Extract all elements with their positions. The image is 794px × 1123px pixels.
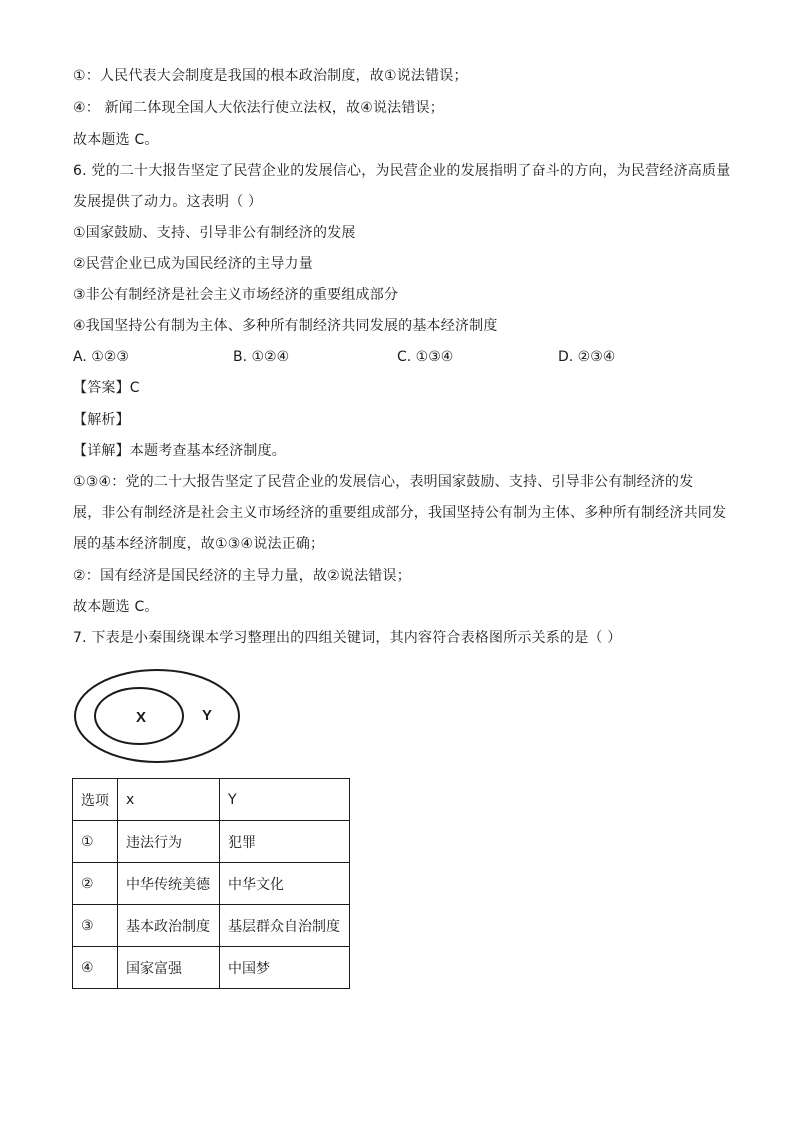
table-cell-option: ② [73, 863, 118, 905]
q6-item-1: ①国家鼓励、支持、引导非公有制经济的发展 [73, 225, 356, 241]
q6-item-4: ④我国坚持公有制为主体、多种所有制经济共同发展的基本经济制度 [73, 318, 498, 334]
prev-explanation-line-2: ④： 新闻二体现全国人大依法行使立法权，故④说法错误； [73, 100, 444, 116]
q6-stem-line-2: 发展提供了动力。这表明（ ） [73, 194, 263, 210]
outer-ellipse-y [75, 670, 239, 762]
table-cell-y: 中国梦 [220, 947, 350, 989]
q6-option-d: D. ②③④ [558, 349, 616, 365]
venn-diagram [73, 668, 243, 764]
table-cell-option: ③ [73, 905, 118, 947]
q6-item-2: ②民营企业已成为国民经济的主导力量 [73, 256, 313, 272]
q7-stem: 7. 下表是小秦围绕课本学习整理出的四组关键词，其内容符合表格图所示关系的是（ ） [73, 630, 622, 646]
q6-explanation-line-3: 展的基本经济制度，故①③④说法正确； [73, 536, 325, 552]
table-cell-x: 国家富强 [118, 947, 220, 989]
prev-conclusion: 故本题选 C。 [73, 132, 159, 148]
q6-detail: 【详解】本题考查基本经济制度。 [73, 443, 286, 459]
table-cell-x: 违法行为 [118, 821, 220, 863]
table-header-cell: x [118, 779, 220, 821]
table-row [73, 947, 350, 989]
q6-conclusion: 故本题选 C。 [73, 599, 159, 615]
q6-option-b: B. ①②④ [233, 349, 290, 365]
table-cell-x: 基本政治制度 [118, 905, 220, 947]
venn-label-y: Y [201, 707, 213, 724]
table-header-cell: Y [220, 779, 350, 821]
table-cell-x: 中华传统美德 [118, 863, 220, 905]
table-cell-option: ④ [73, 947, 118, 989]
table-cell-y: 中华文化 [220, 863, 350, 905]
prev-explanation-line-1: ①：人民代表大会制度是我国的根本政治制度，故①说法错误； [73, 68, 468, 84]
table-cell-option: ① [73, 821, 118, 863]
keyword-table [72, 778, 350, 989]
table-row [73, 863, 350, 905]
q6-item-3: ③非公有制经济是社会主义市场经济的重要组成部分 [73, 287, 399, 303]
table-cell-y: 犯罪 [220, 821, 350, 863]
table-cell-y: 基层群众自治制度 [220, 905, 350, 947]
venn-label-x: X [135, 709, 147, 726]
q6-option-a: A. ①②③ [73, 349, 129, 365]
q6-explanation-line-2: 展，非公有制经济是社会主义市场经济的重要组成部分，我国坚持公有制为主体、多种所有制经济共同发 [73, 505, 727, 521]
q6-answer: 【答案】C [73, 380, 140, 396]
q6-explanation-line-1: ①③④：党的二十大报告坚定了民营企业的发展信心，表明国家鼓励、支持、引导非公有制经济的发 [73, 474, 694, 490]
table-row [73, 821, 350, 863]
q6-analysis-heading: 【解析】 [73, 412, 130, 428]
table-header-row [73, 779, 350, 821]
q6-option-c: C. ①③④ [397, 349, 454, 365]
q6-explanation-line-4: ②：国有经济是国民经济的主导力量，故②说法错误； [73, 568, 411, 584]
q6-stem-line-1: 6. 党的二十大报告坚定了民营企业的发展信心，为民营企业的发展指明了奋斗的方向，为民营经济高质量 [73, 163, 731, 179]
table-row [73, 905, 350, 947]
table-header-cell: 选项 [73, 779, 118, 821]
